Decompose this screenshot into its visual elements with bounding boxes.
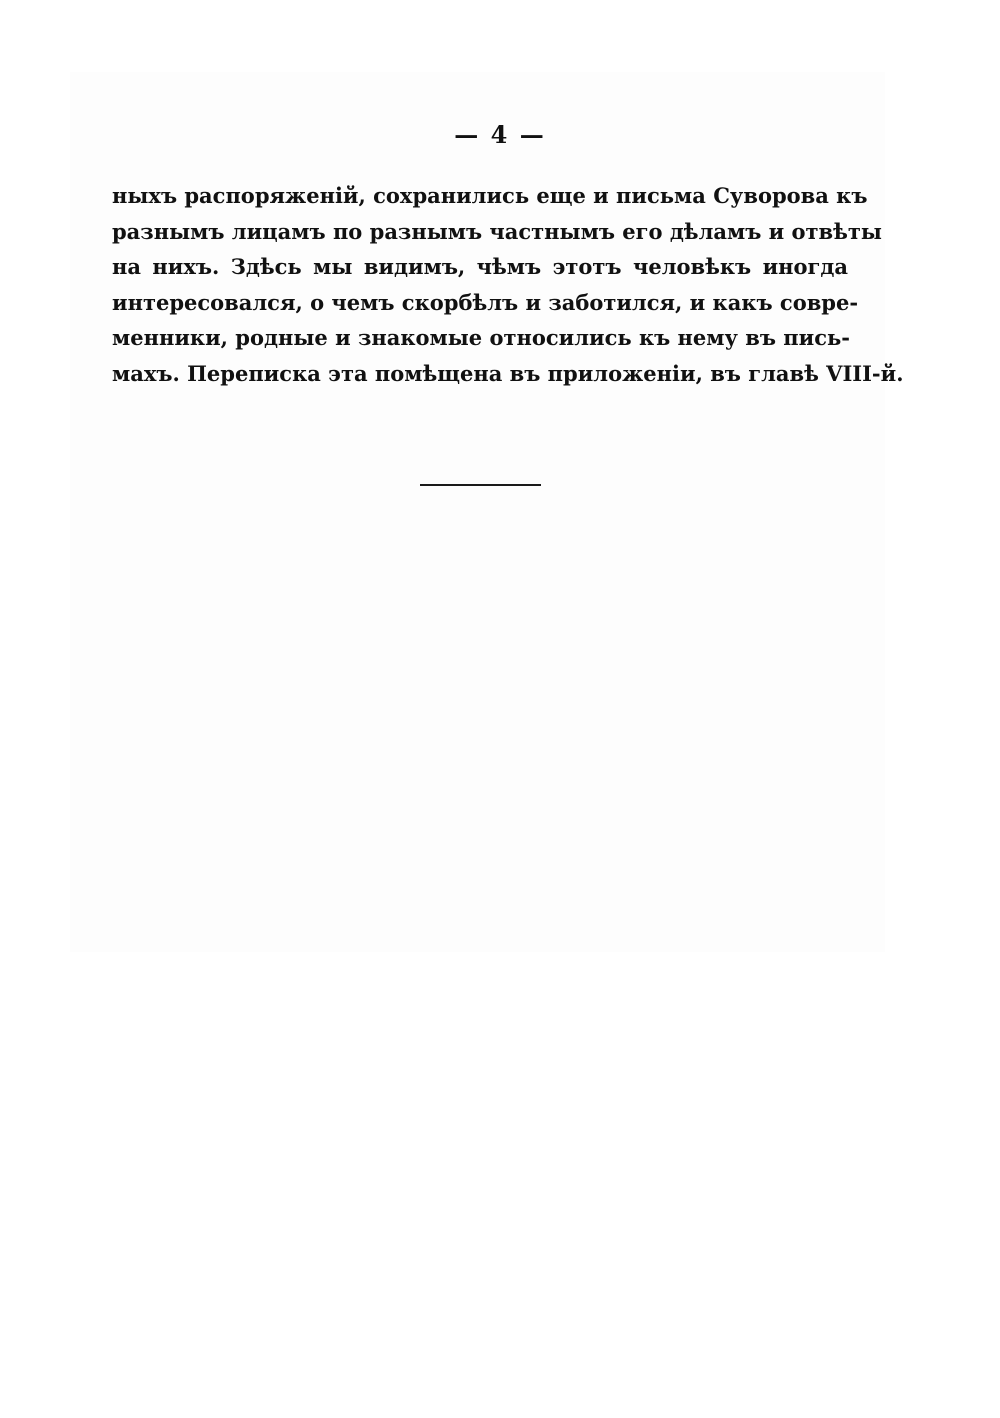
text-line: разнымъ лицамъ по разнымъ частнымъ его дѣламъ и отвѣты bbox=[112, 218, 882, 244]
text-line: интересовался, о чемъ скорбѣлъ и заботился, и какъ совре- bbox=[112, 289, 859, 315]
text-line: менники, родные и знакомые относились къ нему въ пись- bbox=[112, 325, 850, 350]
page-number: — 4 — bbox=[454, 120, 546, 149]
section-divider bbox=[420, 484, 541, 486]
text-line: на нихъ. Здѣсь мы видимъ, чѣмъ этотъ человѣкъ иногда bbox=[112, 254, 848, 279]
text-line: махъ. Переписка эта помѣщена въ приложеніи, въ главѣ VIII-й. bbox=[112, 360, 904, 386]
body-paragraph bbox=[112, 178, 904, 391]
text-line: ныхъ распоряженій, сохранились еще и письма Суворова къ bbox=[112, 183, 868, 208]
